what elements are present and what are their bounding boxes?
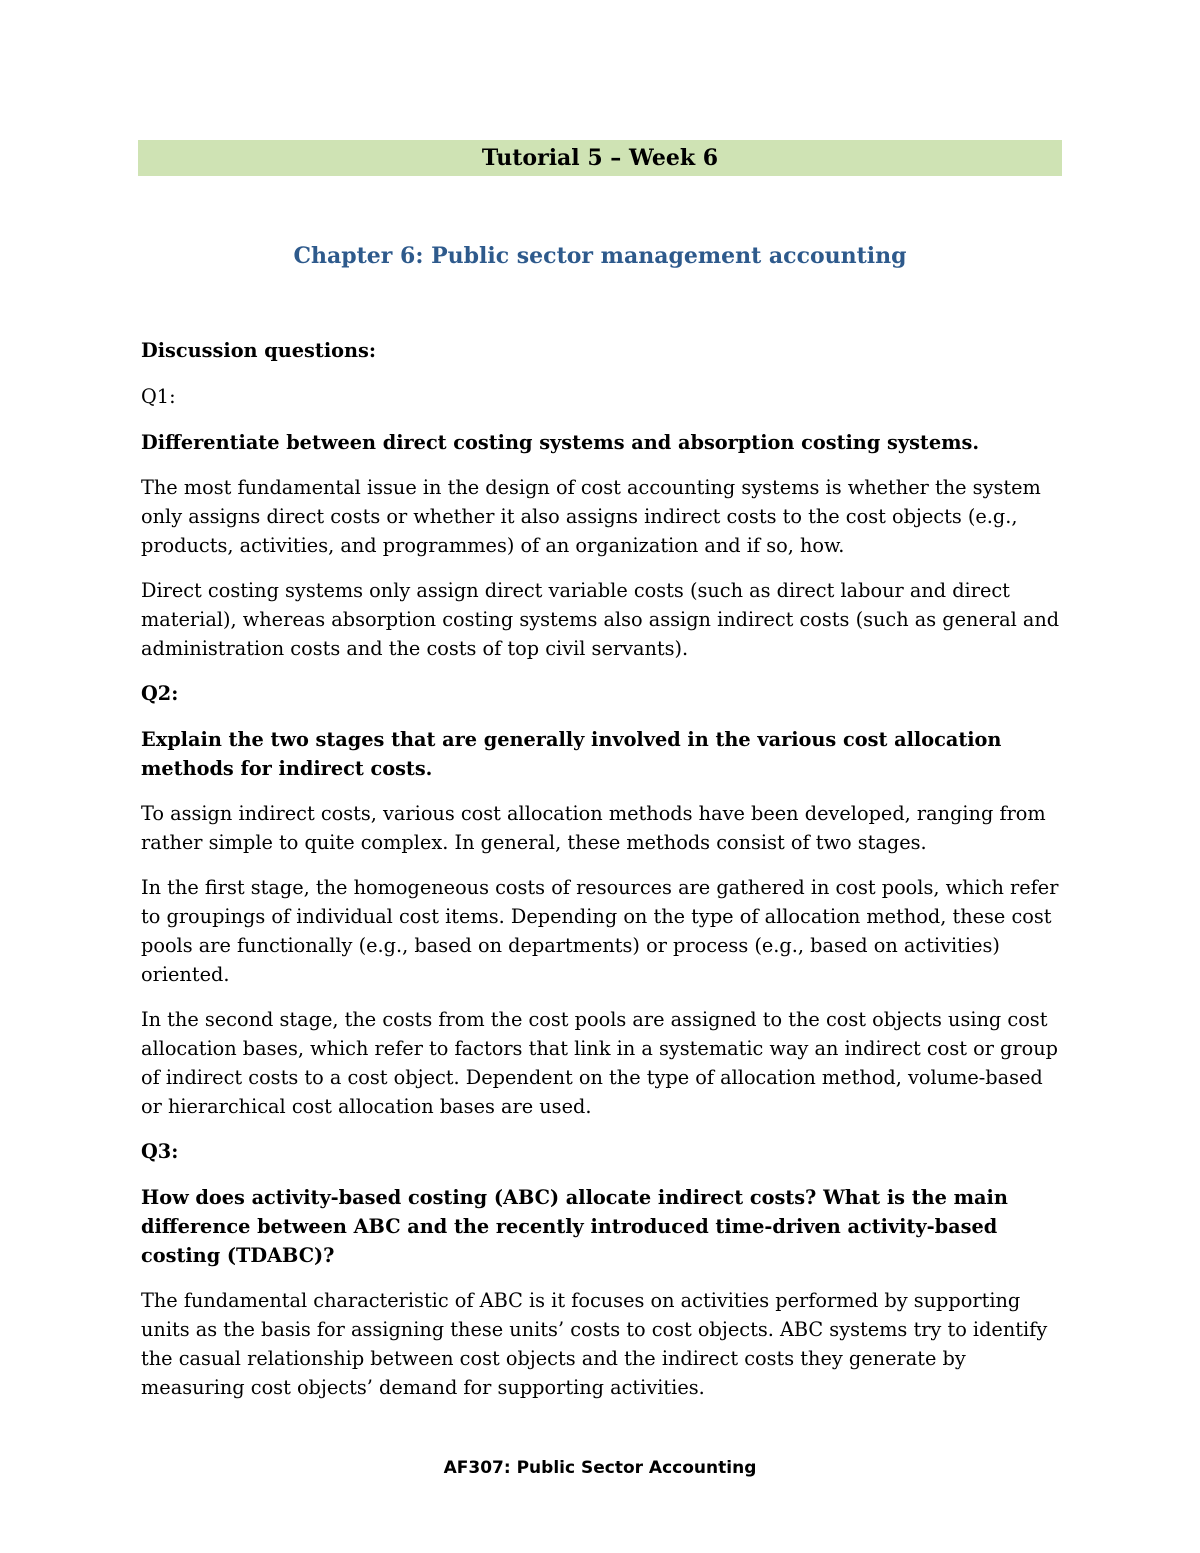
question-prompt-q3: How does activity-based costing (ABC) allocate indirect costs? What is the main difference between ABC and the recently introduced time-driven activity-based costing (TDABC)? xyxy=(141,1186,1008,1267)
title-banner xyxy=(138,140,1062,176)
answer-paragraph: In the second stage, the costs from the cost pools are assigned to the cost objects using cost allocation bases, which refer to factors that link in a systematic way an indirect cost or group of indirect costs to a cost object. Dependent on the type of allocation method, volume-based or hierarchical cost allocation bases are used. xyxy=(141,1008,1058,1118)
page-footer: AF307: Public Sector Accounting xyxy=(443,1458,757,1478)
answer-paragraph: Direct costing systems only assign direct variable costs (such as direct labour and direct material), whereas absorption costing systems also assign indirect costs (such as general and administration costs and the costs of top civil servants). xyxy=(141,579,1060,660)
question-label-q3: Q3: xyxy=(141,1140,179,1163)
page-title: Tutorial 5 – Week 6 xyxy=(481,145,719,171)
question-label-q2: Q2: xyxy=(141,682,179,705)
chapter-heading: Chapter 6: Public sector management accounting xyxy=(293,243,907,269)
answer-paragraph: To assign indirect costs, various cost allocation methods have been developed, ranging from rather simple to quite complex. In general, these methods consist of two stages. xyxy=(141,802,1046,854)
answer-paragraph: The fundamental characteristic of ABC is it focuses on activities performed by supporting units as the basis for assigning these units’ costs to cost objects. ABC systems try to identify the casual relationship between cost objects and the indirect costs they generate by measuring cost objects’ demand for supporting activities. xyxy=(141,1289,1048,1399)
document-body xyxy=(141,336,1066,1418)
question-prompt-q2: Explain the two stages that are generally involved in the various cost allocation methods for indirect costs. xyxy=(141,728,1002,780)
question-prompt-q1: Differentiate between direct costing systems and absorption costing systems. xyxy=(141,431,980,454)
section-heading: Discussion questions: xyxy=(141,339,376,362)
question-label-q1: Q1: xyxy=(141,385,176,408)
answer-paragraph: The most fundamental issue in the design of cost accounting systems is whether the system only assigns direct costs or whether it also assigns indirect costs to the cost objects (e.g., products, activities, and programmes) of an organization and if so, how. xyxy=(141,476,1041,557)
answer-paragraph: In the first stage, the homogeneous costs of resources are gathered in cost pools, which refer to groupings of individual cost items. Depending on the type of allocation method, these cost pools are functionally (e.g., based on departments) or process (e.g., based on activities) oriented. xyxy=(141,876,1059,986)
